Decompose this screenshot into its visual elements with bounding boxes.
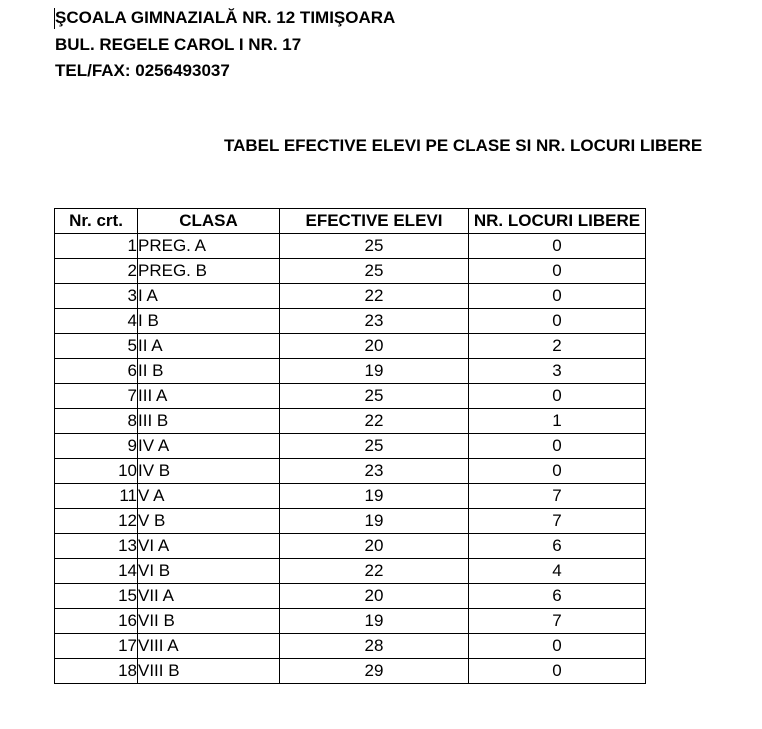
- table-row: [55, 609, 646, 634]
- cell-locuri: 0: [469, 634, 646, 659]
- cell-locuri: 6: [469, 534, 646, 559]
- cell-nr: 12: [55, 509, 138, 534]
- cell-efective: 25: [280, 234, 469, 259]
- cell-nr: 13: [55, 534, 138, 559]
- school-address: BUL. REGELE CAROL I NR. 17: [55, 35, 302, 54]
- table-row: [55, 484, 646, 509]
- cell-nr: 14: [55, 559, 138, 584]
- cell-clasa: V A: [138, 484, 280, 509]
- cell-clasa: PREG. A: [138, 234, 280, 259]
- cell-efective: 19: [280, 484, 469, 509]
- table-row: [55, 384, 646, 409]
- cell-clasa: II B: [138, 359, 280, 384]
- cell-efective: 20: [280, 334, 469, 359]
- cell-nr: 4: [55, 309, 138, 334]
- table-row: [55, 459, 646, 484]
- cell-locuri: 0: [469, 659, 646, 684]
- cell-clasa: II A: [138, 334, 280, 359]
- cell-clasa: VI A: [138, 534, 280, 559]
- cell-efective: 22: [280, 284, 469, 309]
- cell-clasa: I B: [138, 309, 280, 334]
- cell-clasa: VII B: [138, 609, 280, 634]
- table-row: [55, 634, 646, 659]
- cell-efective: 20: [280, 534, 469, 559]
- cell-nr: 1: [55, 234, 138, 259]
- column-header-clasa: CLASA: [138, 209, 280, 234]
- cell-locuri: 6: [469, 584, 646, 609]
- cell-nr: 3: [55, 284, 138, 309]
- cell-efective: 19: [280, 509, 469, 534]
- cell-efective: 23: [280, 459, 469, 484]
- cell-nr: 15: [55, 584, 138, 609]
- cell-nr: 10: [55, 459, 138, 484]
- cell-clasa: VIII A: [138, 634, 280, 659]
- table-row: [55, 584, 646, 609]
- cell-nr: 2: [55, 259, 138, 284]
- table-row: [55, 509, 646, 534]
- table-row: [55, 409, 646, 434]
- cell-clasa: IV A: [138, 434, 280, 459]
- students-table: [54, 208, 646, 684]
- cell-efective: 25: [280, 434, 469, 459]
- table-row: [55, 559, 646, 584]
- cell-efective: 19: [280, 609, 469, 634]
- cell-clasa: I A: [138, 284, 280, 309]
- cell-locuri: 7: [469, 509, 646, 534]
- cell-efective: 23: [280, 309, 469, 334]
- cell-locuri: 3: [469, 359, 646, 384]
- cell-clasa: III B: [138, 409, 280, 434]
- cell-efective: 19: [280, 359, 469, 384]
- cell-efective: 22: [280, 559, 469, 584]
- school-phone: TEL/FAX: 0256493037: [55, 61, 230, 80]
- cell-nr: 18: [55, 659, 138, 684]
- table-row: [55, 309, 646, 334]
- table-row: [55, 259, 646, 284]
- cell-efective: 22: [280, 409, 469, 434]
- cell-nr: 17: [55, 634, 138, 659]
- cell-clasa: V B: [138, 509, 280, 534]
- cell-nr: 11: [55, 484, 138, 509]
- cell-locuri: 4: [469, 559, 646, 584]
- cell-locuri: 0: [469, 384, 646, 409]
- cell-locuri: 0: [469, 234, 646, 259]
- cell-clasa: VIII B: [138, 659, 280, 684]
- column-header-efective: EFECTIVE ELEVI: [280, 209, 469, 234]
- table-row: [55, 659, 646, 684]
- cell-nr: 5: [55, 334, 138, 359]
- cell-efective: 20: [280, 584, 469, 609]
- cell-locuri: 0: [469, 434, 646, 459]
- cell-nr: 8: [55, 409, 138, 434]
- cell-nr: 16: [55, 609, 138, 634]
- cell-clasa: VI B: [138, 559, 280, 584]
- cell-locuri: 0: [469, 309, 646, 334]
- cell-clasa: IV B: [138, 459, 280, 484]
- cell-nr: 6: [55, 359, 138, 384]
- cell-efective: 28: [280, 634, 469, 659]
- column-header-nr: Nr. crt.: [55, 209, 138, 234]
- cell-clasa: VII A: [138, 584, 280, 609]
- cell-locuri: 7: [469, 609, 646, 634]
- cell-nr: 9: [55, 434, 138, 459]
- table-header-row: [55, 209, 646, 234]
- table-row: [55, 534, 646, 559]
- table-row: [55, 434, 646, 459]
- column-header-locuri: NR. LOCURI LIBERE: [469, 209, 646, 234]
- cell-locuri: 1: [469, 409, 646, 434]
- table-body: [55, 234, 646, 684]
- table-row: [55, 359, 646, 384]
- cell-locuri: 2: [469, 334, 646, 359]
- table-row: [55, 234, 646, 259]
- cell-clasa: PREG. B: [138, 259, 280, 284]
- cell-locuri: 0: [469, 284, 646, 309]
- cell-efective: 25: [280, 384, 469, 409]
- cell-efective: 29: [280, 659, 469, 684]
- document-title: TABEL EFECTIVE ELEVI PE CLASE SI NR. LOCURI LIBERE: [224, 136, 703, 155]
- cell-clasa: III A: [138, 384, 280, 409]
- cell-locuri: 7: [469, 484, 646, 509]
- cell-locuri: 0: [469, 259, 646, 284]
- cell-nr: 7: [55, 384, 138, 409]
- table-row: [55, 334, 646, 359]
- table-row: [55, 284, 646, 309]
- cell-locuri: 0: [469, 459, 646, 484]
- school-name: ŞCOALA GIMNAZIALĂ NR. 12 TIMIŞOARA: [55, 8, 396, 27]
- cell-efective: 25: [280, 259, 469, 284]
